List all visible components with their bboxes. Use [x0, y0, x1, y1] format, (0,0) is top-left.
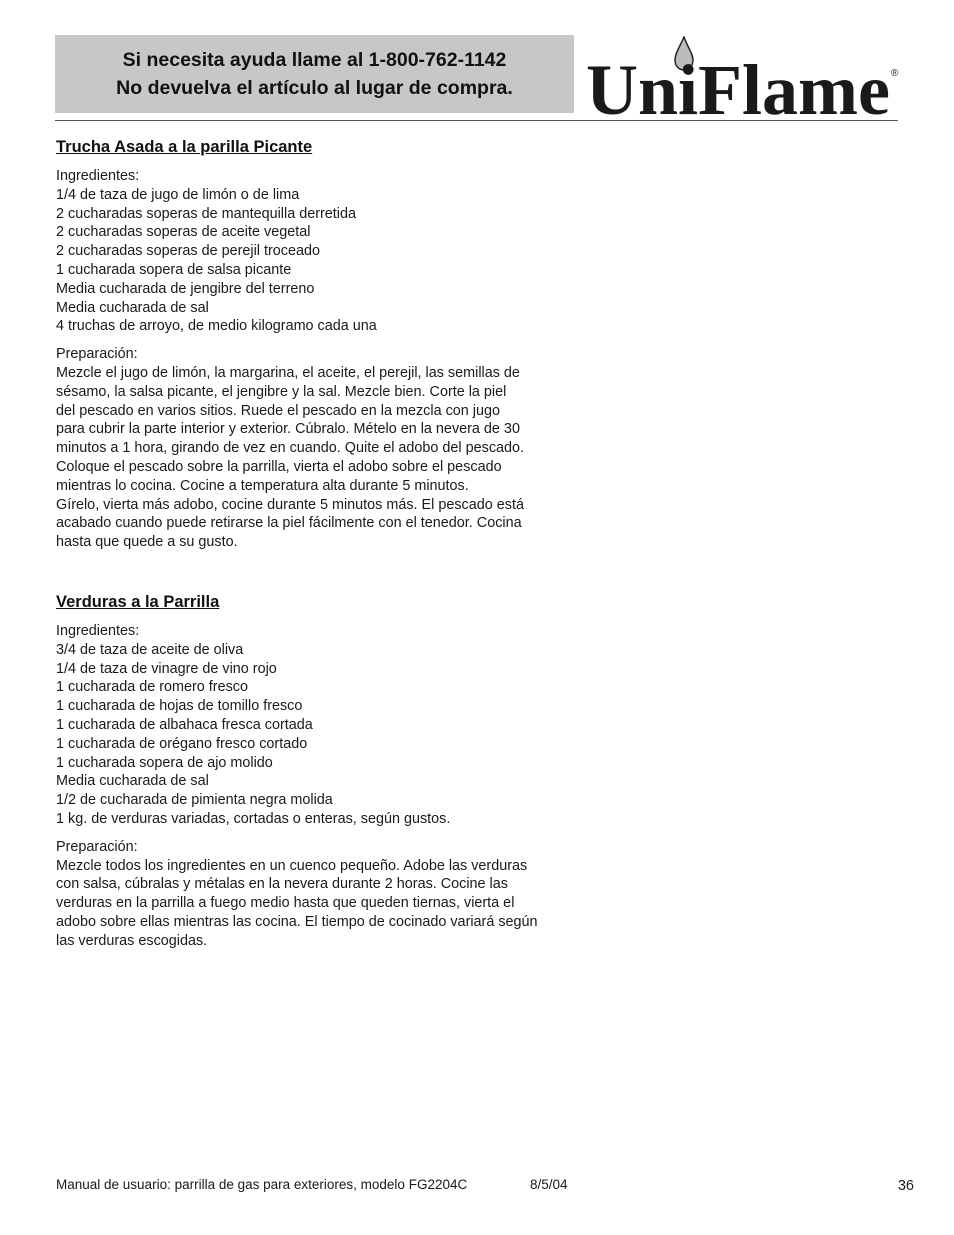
- footer-date: 8/5/04: [530, 1177, 568, 1192]
- preparation-text: [56, 857, 596, 951]
- list-item: 1/4 de taza de jugo de limón o de lima: [56, 186, 300, 203]
- list-item: 1 cucharada de albahaca fresca cortada: [56, 716, 313, 733]
- help-phone-line: Si necesita ayuda llame al 1-800-762-1142: [122, 49, 507, 71]
- ingredients-list: [56, 641, 596, 829]
- text-line: Gírelo, vierta más adobo, cocine durante 5 minutos más. El pescado está: [56, 496, 524, 513]
- list-item: 2 cucharadas soperas de aceite vegetal: [56, 224, 311, 241]
- text-line: Mezcle todos los ingredientes en un cuenco pequeño. Adobe las verduras: [56, 857, 528, 874]
- list-item: 4 truchas de arroyo, de medio kilogramo cada una: [56, 318, 377, 335]
- ingredients-label: Ingredientes:: [56, 623, 140, 639]
- list-item: 1 cucharada de romero fresco: [56, 679, 248, 696]
- uniflame-logo: [584, 36, 902, 118]
- ingredients-list: [56, 186, 596, 336]
- list-item: Media cucharada de sal: [56, 773, 209, 790]
- help-return-line: No devuelva el artículo al lugar de compra.: [116, 77, 513, 99]
- text-line: para cubrir la parte interior y exterior. Cúbralo. Mételo en la nevera de 30: [56, 421, 520, 438]
- header-divider: [55, 120, 898, 121]
- list-item: 1 cucharada sopera de salsa picante: [56, 261, 292, 278]
- list-item: Media cucharada de jengibre del terreno: [56, 280, 315, 297]
- preparation-text: [56, 364, 596, 552]
- text-line: verduras en la parrilla a fuego medio hasta que queden tiernas, vierta el: [56, 895, 515, 912]
- recipe-trout: [56, 137, 596, 552]
- text-line: minutos a 1 hora, girando de vez en cuando. Quite el adobo del pescado.: [56, 440, 525, 457]
- footer-manual-title: Manual de usuario: parrilla de gas para exteriores, modelo FG2204C: [56, 1177, 468, 1192]
- text-line: hasta que quede a su gusto.: [56, 534, 238, 551]
- text-line: Coloque el pescado sobre la parrilla, vierta el adobo sobre el pescado: [56, 458, 502, 475]
- list-item: 2 cucharadas soperas de perejil troceado: [56, 243, 320, 260]
- list-item: 1 cucharada de hojas de tomillo fresco: [56, 698, 303, 715]
- text-line: sésamo, la salsa picante, el jengibre y la sal. Mezcle bien. Corte la piel: [56, 383, 507, 400]
- text-line: Mezcle el jugo de limón, la margarina, el aceite, el perejil, las semillas de: [56, 364, 520, 381]
- registered-mark: ®: [891, 68, 899, 79]
- page-number: 36: [897, 1178, 914, 1194]
- help-banner: [55, 35, 574, 113]
- text-line: con salsa, cúbralas y métalas en la nevera durante 2 horas. Cocine las: [56, 876, 508, 893]
- recipe-title: Trucha Asada a la parilla Picante: [56, 138, 313, 156]
- preparation-label: Preparación:: [56, 838, 138, 855]
- list-item: 1/4 de taza de vinagre de vino rojo: [56, 660, 277, 677]
- list-item: 3/4 de taza de aceite de oliva: [56, 641, 244, 658]
- recipe-title: Verduras a la Parrilla: [56, 593, 220, 611]
- list-item: 1 cucharada sopera de ajo molido: [56, 754, 273, 771]
- ingredients-label: Ingredientes:: [56, 168, 140, 184]
- text-line: del pescado en varios sitios. Ruede el pescado en la mezcla con jugo: [56, 402, 500, 419]
- preparation-label: Preparación:: [56, 346, 138, 363]
- list-item: 2 cucharadas soperas de mantequilla derretida: [56, 205, 356, 222]
- list-item: 1 cucharada de orégano fresco cortado: [56, 735, 308, 752]
- text-line: adobo sobre ellas mientras las cocina. El tiempo de cocinado variará según: [56, 913, 538, 930]
- list-item: 1/2 de cucharada de pimienta negra molida: [56, 792, 333, 809]
- list-item: 1 kg. de verduras variadas, cortadas o enteras, según gustos.: [56, 810, 451, 827]
- text-line: las verduras escogidas.: [56, 932, 208, 949]
- text-line: mientras lo cocina. Cocine a temperatura alta durante 5 minutos.: [56, 477, 469, 494]
- recipe-vegetables: [56, 592, 596, 951]
- list-item: Media cucharada de sal: [56, 299, 209, 316]
- logo-wordmark: UniFlame: [586, 50, 890, 118]
- text-line: acabado cuando puede retirarse la piel fácilmente con el tenedor. Cocina: [56, 515, 522, 532]
